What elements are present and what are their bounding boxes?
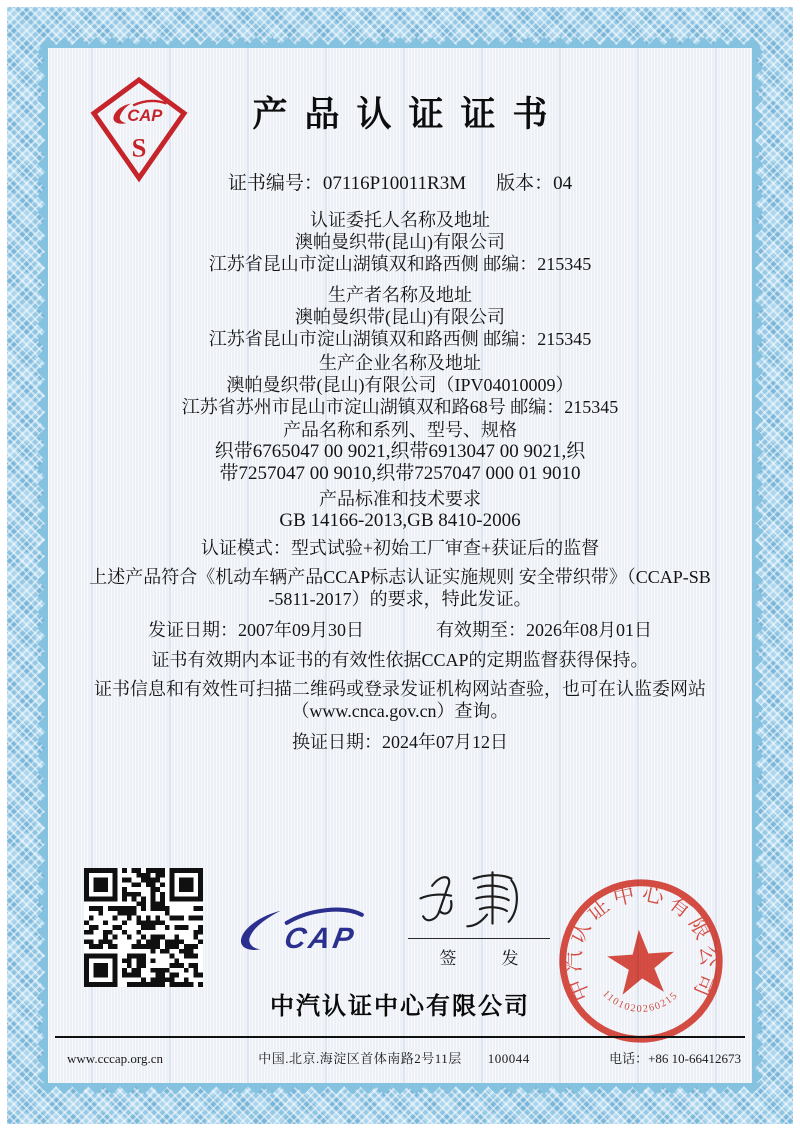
validity-maintenance-line: 证书有效期内本证书的有效性依据CCAP的定期监督获得保持。 <box>151 650 649 670</box>
border-teeth-top <box>40 37 760 48</box>
section-heading: 生产企业名称及地址 <box>319 353 481 373</box>
seal-company-text: 中汽认证中心有限公司 <box>560 881 722 1005</box>
product-section <box>48 419 752 485</box>
company-seal-stamp-icon <box>547 867 735 1055</box>
issuer-phone: 电话：+86 10-66412673 <box>609 1051 741 1066</box>
section-line: 江苏省昆山市淀山湖镇双和路西侧 邮编：215345 <box>208 254 592 274</box>
dates-row <box>48 619 752 641</box>
certification-mode-line: 认证模式：型式试验+初始工厂审查+获证后的监督 <box>200 538 600 558</box>
section-line: 澳帕曼织带(昆山)有限公司 <box>295 232 505 252</box>
qr-code <box>84 868 203 987</box>
standard-line: GB 14166-2013,GB 8410-2006 <box>279 510 521 531</box>
section-heading: 产品标准和技术要求 <box>319 489 481 509</box>
product-codes-line: 带7257047 00 9010,织带7257047 000 01 9010 <box>219 463 581 484</box>
product-codes-line: 织带6765047 00 9021,织带6913047 00 9021,织 <box>214 441 586 462</box>
footer-divider <box>55 1036 745 1038</box>
ccap-blue-logo-icon <box>234 899 376 961</box>
valid-until-date: 有效期至：2026年08月01日 <box>436 620 652 640</box>
footer-contact-row <box>55 1048 745 1067</box>
border-teeth-bottom <box>40 1083 760 1094</box>
ccap-s-diamond-logo-icon <box>88 74 190 184</box>
producer-section <box>48 284 752 350</box>
certificate-title: 产品认证证书 <box>252 95 565 134</box>
border-teeth-left <box>37 44 48 1087</box>
issue-date: 发证日期：2007年09月30日 <box>148 620 364 640</box>
certificate-body <box>48 48 752 1083</box>
section-line: 澳帕曼织带(昆山)有限公司（IPV04010009） <box>226 375 574 395</box>
standard-section <box>48 488 752 532</box>
issuer-company-name: 中汽认证中心有限公司 <box>270 993 530 1020</box>
applicant-section <box>48 209 752 275</box>
section-heading: 认证委托人名称及地址 <box>310 210 490 230</box>
signature-block <box>406 866 552 969</box>
handwritten-signature-icon <box>409 866 549 938</box>
signature-label: 签 发 <box>439 949 533 968</box>
diamond-s-letter: S <box>131 132 147 163</box>
section-heading: 生产者名称及地址 <box>328 285 472 305</box>
section-heading: 产品名称和系列、型号、规格 <box>283 420 517 440</box>
blue-cap-text: CAP <box>281 922 359 956</box>
issuer-address: 中国.北京.海淀区首体南路2号11层 100044 <box>258 1051 530 1066</box>
cert-version: 版本：04 <box>496 173 573 194</box>
seal-number-text: 1101020260215 <box>600 988 681 1015</box>
section-line: 澳帕曼织带(昆山)有限公司 <box>295 307 505 327</box>
renewal-date-line: 换证日期：2024年07月12日 <box>292 732 508 752</box>
border-teeth-right <box>752 44 763 1087</box>
conformity-statement: 上述产品符合《机动车辆产品CCAP标志认证实施规则 安全带织带》（CCAP-SB -5811-2017）的要求，特此发证。 <box>89 567 711 609</box>
section-line: 江苏省苏州市昆山市淀山湖镇双和路68号 邮编：215345 <box>181 397 619 417</box>
issuer-postcode: 100044 <box>487 1051 530 1066</box>
cert-number: 证书编号：07116P10011R3M <box>227 173 467 194</box>
signature-line <box>408 938 550 939</box>
diamond-cap-text: CAP <box>127 106 163 126</box>
issuer-website: www.cccap.org.cn <box>67 1051 164 1066</box>
section-line: 江苏省昆山市淀山湖镇双和路西侧 邮编：215345 <box>208 329 592 349</box>
factory-section <box>48 352 752 418</box>
verification-note: 证书信息和有效性可扫描二维码或登录发证机构网站查验，也可在认监委网站 （www.cnca.gov.cn）查询。 <box>94 679 706 721</box>
